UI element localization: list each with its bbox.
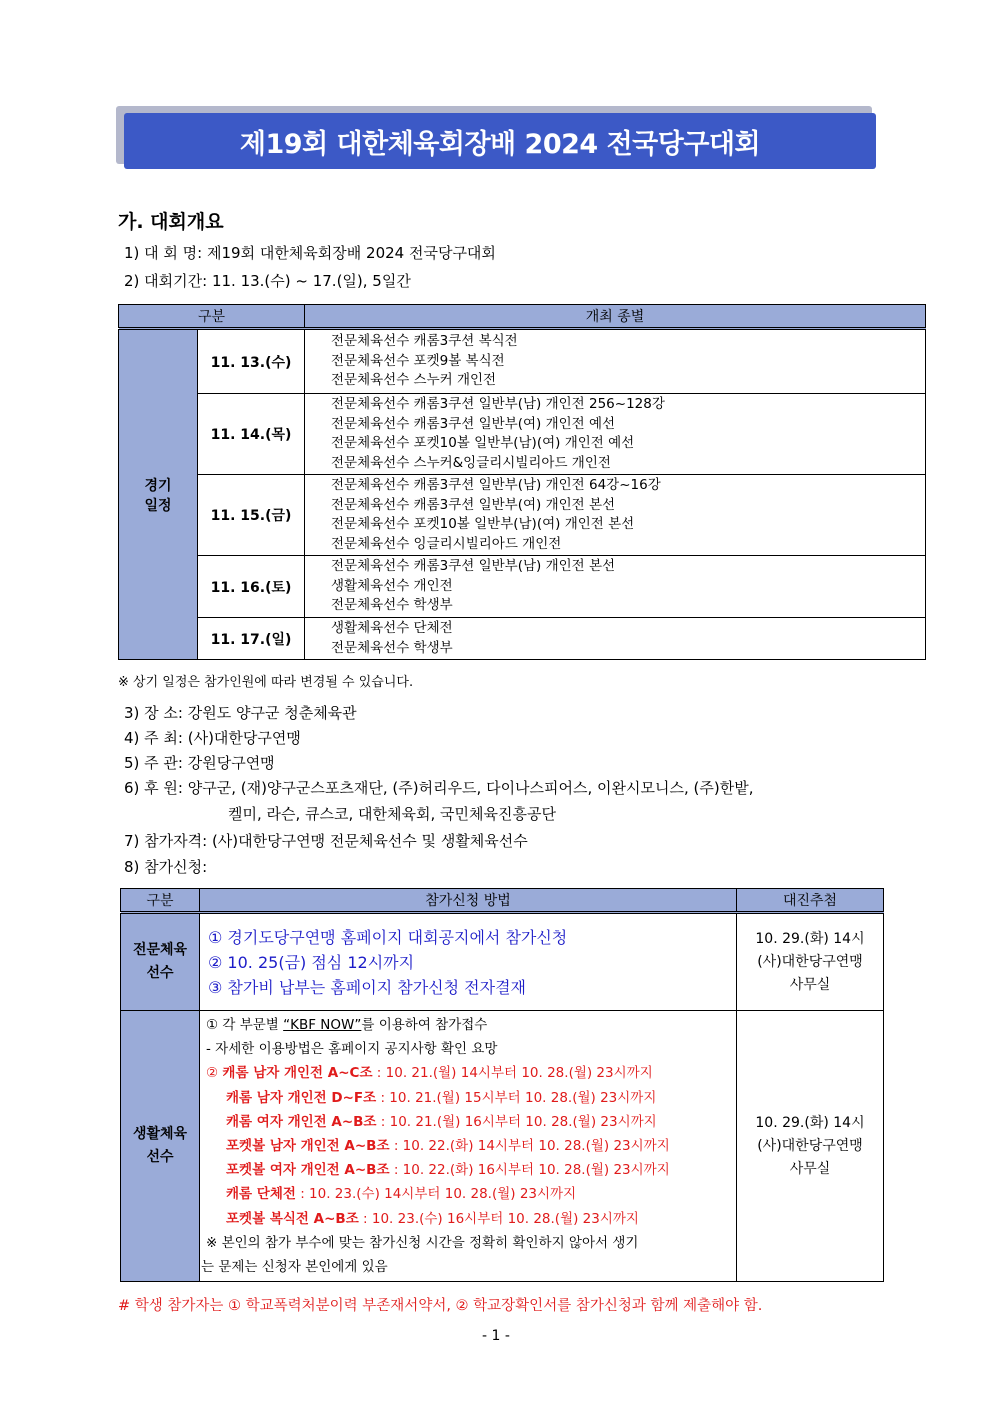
event-item: 전문체육선수 캐롬3쿠션 일반부(남) 개인전 본선 xyxy=(331,558,616,575)
draw-line: 10. 29.(화) 14시 xyxy=(755,930,865,947)
schedule-table xyxy=(118,304,926,660)
schedule-header-events: 개최 종별 xyxy=(305,305,926,329)
draw-line: (사)대한당구연맹 xyxy=(757,953,863,970)
method-item: ① 경기도당구연맹 홈페이지 대회공지에서 참가신청 xyxy=(208,927,568,947)
schedule-date: 11. 17.(일) xyxy=(198,618,305,660)
schedule-line: 캐롬 남자 개인전 D~F조 : 10. 21.(월) 15시부터 10. 28.(월) 23시까지 xyxy=(226,1089,657,1106)
apply-method-pro xyxy=(200,913,737,1011)
schedule-events xyxy=(305,394,926,475)
info-organizer: 5) 주 관: 강원당구연맹 xyxy=(124,754,275,772)
method-item: ② 10. 25(금) 점심 12시까지 xyxy=(208,952,415,972)
method-line: ① 각 부문별 “KBF NOW”를 이용하여 참가접수 xyxy=(206,1017,488,1033)
info-host: 4) 주 최: (사)대한당구연맹 xyxy=(124,729,301,747)
apply-row-amateur xyxy=(121,1011,884,1282)
event-item: 전문체육선수 학생부 xyxy=(331,639,453,656)
event-item: 생활체육선수 개인전 xyxy=(331,577,453,594)
application-table xyxy=(120,888,884,1282)
schedule-line: 포켓볼 여자 개인전 A~B조 : 10. 22.(화) 16시부터 10. 28.(월) 23시까지 xyxy=(226,1162,670,1179)
apply-cat-pro: 전문체육 선수 xyxy=(121,913,200,1011)
overview-period: 2) 대회기간: 11. 13.(수) ~ 17.(일), 5일간 xyxy=(124,272,411,290)
event-item: 전문체육선수 잉글리시빌리아드 개인전 xyxy=(331,535,562,552)
info-sponsor-cont: 켈미, 라슨, 큐스코, 대한체육회, 국민체육진흥공단 xyxy=(228,805,556,823)
event-item: 전문체육선수 스누커 개인전 xyxy=(331,372,497,389)
schedule-line: 포켓볼 남자 개인전 A~B조 : 10. 22.(화) 14시부터 10. 28.(월) 23시까지 xyxy=(226,1138,670,1155)
apply-draw-pro xyxy=(737,913,884,1011)
schedule-row xyxy=(119,618,926,660)
schedule-events xyxy=(305,618,926,660)
schedule-events xyxy=(305,475,926,556)
schedule-header-row xyxy=(119,305,926,329)
page-title: 제19회 대한체육회장배 2024 전국당구대회 xyxy=(239,128,761,160)
overview-name: 1) 대 회 명: 제19회 대한체육회장배 2024 전국당구대회 xyxy=(124,244,496,262)
event-item: 생활체육선수 단체전 xyxy=(331,620,453,636)
title-banner xyxy=(124,113,876,169)
schedule-row xyxy=(119,329,926,394)
apply-header-method: 참가신청 방법 xyxy=(200,889,737,913)
info-venue: 3) 장 소: 강원도 양구군 청춘체육관 xyxy=(124,704,357,722)
apply-draw-amateur xyxy=(737,1011,884,1282)
schedule-row xyxy=(119,394,926,475)
event-item: 전문체육선수 캐롬3쿠션 일반부(남) 개인전 64강~16강 xyxy=(331,477,661,493)
apply-header-row xyxy=(121,889,884,913)
method-note: ※ 본인의 참가 부수에 맞는 참가신청 시간을 정확히 확인하지 않아서 생기 xyxy=(206,1234,639,1251)
method-line: - 자세한 이용방법은 홈페이지 공지사항 확인 요망 xyxy=(206,1041,498,1058)
info-eligibility: 7) 참가자격: (사)대한당구연맹 전문체육선수 및 생활체육선수 xyxy=(124,832,528,850)
draw-line: (사)대한당구연맹 xyxy=(757,1137,863,1154)
event-item: 전문체육선수 학생부 xyxy=(331,597,453,614)
apply-cat-amateur: 생활체육 선수 xyxy=(121,1011,200,1282)
schedule-date: 11. 15.(금) xyxy=(198,475,305,556)
draw-line: 사무실 xyxy=(789,976,831,993)
schedule-header-cat: 구분 xyxy=(119,305,305,329)
kbf-now-link[interactable]: “KBF NOW” xyxy=(283,1017,362,1033)
schedule-line: 포켓볼 복식전 A~B조 : 10. 23.(수) 16시부터 10. 28.(월) 23시까지 xyxy=(226,1210,639,1227)
schedule-row xyxy=(119,556,926,618)
event-item: 전문체육선수 포켓10볼 일반부(남)(여) 개인전 본선 xyxy=(331,516,635,532)
method-item: ③ 참가비 납부는 홈페이지 참가신청 전자결재 xyxy=(208,977,526,997)
event-item: 전문체육선수 포켓10볼 일반부(남)(여) 개인전 예선 xyxy=(331,435,635,451)
schedule-line: 캐롬 단체전 : 10. 23.(수) 14시부터 10. 28.(월) 23시까지 xyxy=(226,1186,577,1203)
apply-row-pro xyxy=(121,913,884,1011)
event-item: 전문체육선수 캐롬3쿠션 일반부(남) 개인전 256~128강 xyxy=(331,396,665,412)
apply-header-draw: 대진추첨 xyxy=(737,889,884,913)
schedule-date: 11. 16.(토) xyxy=(198,556,305,618)
schedule-note: ※ 상기 일정은 참가인원에 따라 변경될 수 있습니다. xyxy=(118,675,414,690)
draw-line: 사무실 xyxy=(789,1160,831,1177)
page-number: - 1 - xyxy=(482,1328,510,1344)
schedule-events xyxy=(305,556,926,618)
event-item: 전문체육선수 포켓9볼 복식전 xyxy=(331,352,505,369)
method-note-cont: 는 문제는 신청자 본인에게 있음 xyxy=(201,1259,388,1276)
event-item: 전문체육선수 캐롬3쿠션 일반부(여) 개인전 본선 xyxy=(331,496,616,513)
event-item: 전문체육선수 캐롬3쿠션 일반부(여) 개인전 예선 xyxy=(331,415,616,432)
schedule-category: 경기 일정 xyxy=(119,329,198,660)
info-apply-label: 8) 참가신청: xyxy=(124,858,208,876)
info-sponsor: 6) 후 원: 양구군, (재)양구군스포츠재단, (주)허리우드, 다이나스피어스, 이완시모니스, (주)한밭, xyxy=(124,779,754,797)
student-notice: # 학생 참가자는 ① 학교폭력처분이력 부존재서약서, ② 학교장확인서를 참가신청과 함께 제출해야 함. xyxy=(118,1298,763,1314)
schedule-row xyxy=(119,475,926,556)
section-heading: 가. 대회개요 xyxy=(118,211,224,233)
event-item: 전문체육선수 캐롬3쿠션 복식전 xyxy=(331,333,518,350)
schedule-date: 11. 13.(수) xyxy=(198,329,305,394)
draw-line: 10. 29.(화) 14시 xyxy=(755,1114,865,1131)
schedule-line: 캐롬 여자 개인전 A~B조 : 10. 21.(월) 16시부터 10. 28.(월) 23시까지 xyxy=(226,1113,657,1130)
event-item: 전문체육선수 스누커&잉글리시빌리아드 개인전 xyxy=(331,454,611,471)
schedule-date: 11. 14.(목) xyxy=(198,394,305,475)
schedule-events xyxy=(305,329,926,394)
schedule-line: ② 캐롬 남자 개인전 A~C조 : 10. 21.(월) 14시부터 10. 28.(월) 23시까지 xyxy=(206,1065,653,1082)
apply-method-amateur xyxy=(200,1011,737,1282)
apply-header-cat: 구분 xyxy=(121,889,200,913)
